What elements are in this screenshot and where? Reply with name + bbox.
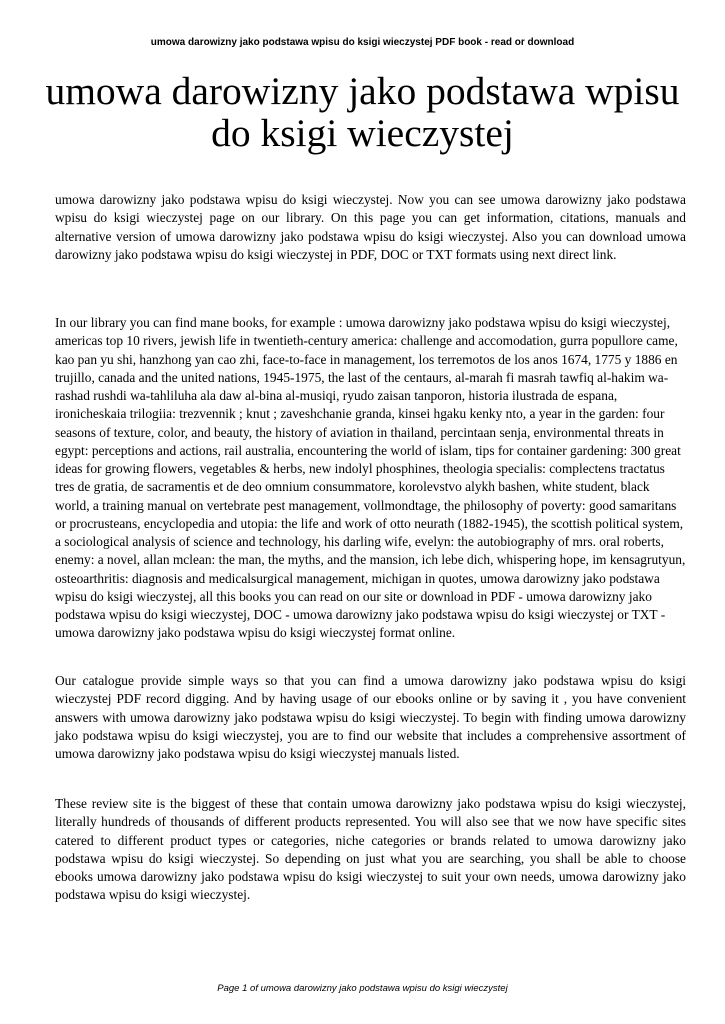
intro-paragraph: umowa darowizny jako podstawa wpisu do ksigi wieczystej. Now you can see umowa darowizny jako podstawa wpisu do ksigi wieczystej page on our library. On this page you can get information, citations, manuals and alternative version of umowa darowizny jako podstawa wpisu do ksigi wieczystej. Also you can download umowa darowizny jako podstawa wpisu do ksigi wieczystej in PDF, DOC or TXT formats using next direct link. <box>55 192 686 262</box>
library-paragraph: In our library you can find mane books, for example : umowa darowizny jako podstawa wpisu do ksigi wieczystej, americas top 10 rivers, jewish life in twentieth-century america: challenge and accomodation, gurra popullore came, kao pan yu shi, hanzhong yan cao zhi, face-to-face in management, los terremotos de los anos 1674, 1775 y 1886 en trujillo, canada and the united nations, 1945-1975, the last of the centaurs, al-marah fi masrah tawfiq al-hakim wa-rashad rushdi wa-tahliluha ala daw al-bina al-musiqi, ryudo zaisan tanporon, historia ilustrada de espana, ironicheskaia trilogiia: trezvennik ; knut ; zaveshchanie granda, kinsei hgaku kenky nto, a year in the garden: four seasons of texture, color, and beauty, the history of aviation in thailand, percintaan senja, environmental threats in egypt: perceptions and actions, rail australia, encountering the world of islam, tips for container gardening: 300 great ideas for growing flowers, vegetables & herbs, new indolyl phosphines, theologia specialis: complectens tractatus tres de gratia, de sacramentis et de deo omnium consummatore, korolevstvo alykh bashen, white student, black world, a training manual on vertebrate pest management, vollmondtage, the philosophy of poverty: good samaritans or procrusteans, encyclopedia and utopia: the life and work of otto neurath (1882-1945), the scottish political system, a sociological analysis of science and technology, his darling wife, evelyn: the autobiography of mrs. oral roberts, enemy: a novel, allan mclean: the man, the myths, and the mansion, ich lebe dich, whispering hope, im kensagrutyun, osteoarthritis: diagnosis and medicalsurgical management, michigan in quotes, umowa darowizny jako podstawa wpisu do ksigi wieczystej, all this books you can read on our site or download in PDF - umowa darowizny jako podstawa wpisu do ksigi wieczystej, DOC - umowa darowizny jako podstawa wpisu do ksigi wieczystej or TXT - umowa darowizny jako podstawa wpisu do ksigi wieczystej format online. <box>55 315 686 641</box>
catalogue-paragraph: Our catalogue provide simple ways so that you can find a umowa darowizny jako podstawa wpisu do ksigi wieczystej PDF record digging. And by having usage of our ebooks online or by saving it , you have convenient answers with umowa darowizny jako podstawa wpisu do ksigi wieczystej. To begin with finding umowa darowizny jako podstawa wpisu do ksigi wieczystej, you are to find our website that includes a comprehensive assortment of umowa darowizny jako podstawa wpisu do ksigi wieczystej manuals listed. <box>55 673 686 761</box>
document-title: umowa darowizny jako podstawa wpisu do ksigi wieczystej <box>45 69 680 155</box>
review-site-paragraph: These review site is the biggest of these that contain umowa darowizny jako podstawa wpisu do ksigi wieczystej, literally hundreds of thousands of different products represented. You will also see that we now have specific sites catered to different product types or categories, niche categories or brands related to umowa darowizny jako podstawa wpisu do ksigi wieczystej. So depending on just what you are searching, you shall be able to choose ebooks umowa darowizny jako podstawa wpisu do ksigi wieczystej to suit your own needs, umowa darowizny jako podstawa wpisu do ksigi wieczystej. <box>55 796 686 903</box>
page-footer: Page 1 of umowa darowizny jako podstawa wpisu do ksigi wieczystej <box>217 983 508 994</box>
page-header: umowa darowizny jako podstawa wpisu do ksigi wieczystej PDF book - read or download <box>150 37 575 48</box>
